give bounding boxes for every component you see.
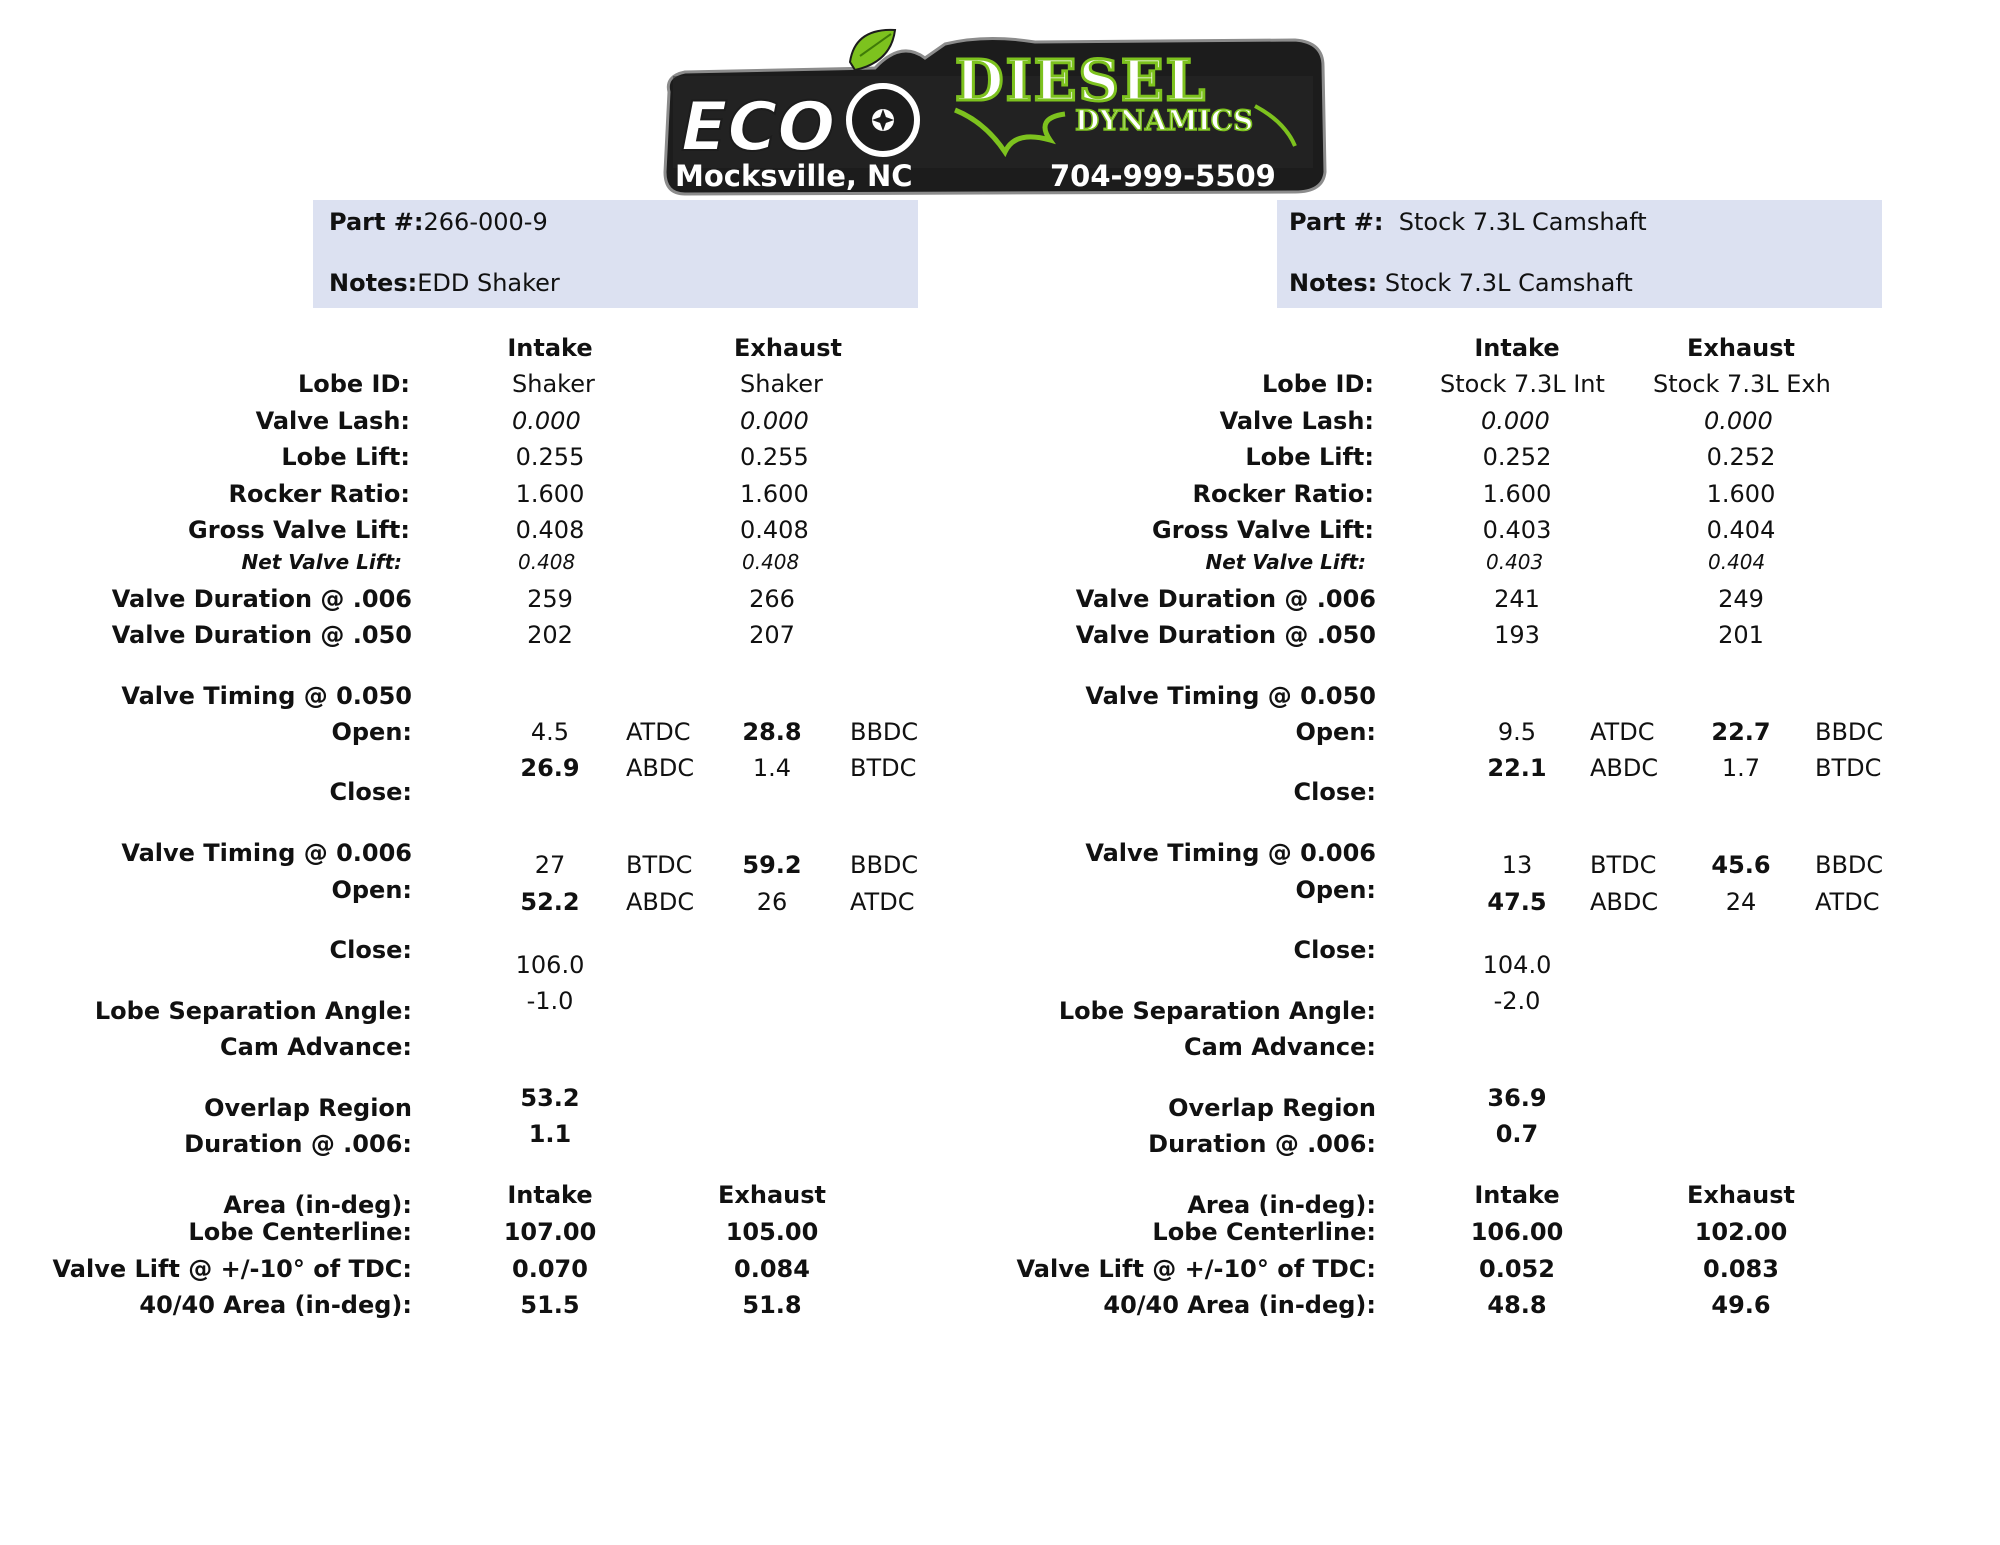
intake-lobe-centerline: 107.00	[503, 1218, 597, 1246]
rocker-ratio-label: Rocker Ratio:	[228, 480, 410, 508]
left-notes-line	[329, 269, 560, 297]
exhaust-header: Exhaust	[1687, 334, 1795, 362]
notes-value: Stock 7.3L Camshaft	[1384, 269, 1633, 297]
bottom-intake-header: Intake	[507, 1181, 593, 1209]
rocker-ratio-label: Rocker Ratio:	[1192, 480, 1374, 508]
intake-area-4040: 51.5	[520, 1291, 580, 1319]
logo-location-text: Mocksville, NC	[675, 159, 913, 193]
exhaust-t050-close: 1.7	[1721, 754, 1761, 782]
bottom-intake-header: Intake	[1474, 1181, 1560, 1209]
timing-050-label: Valve Timing @ 0.050	[1085, 682, 1376, 710]
overlap-area-value: 1.1	[528, 1120, 572, 1148]
intake-t006-close-ref: ABDC	[626, 888, 695, 916]
lobe-id-label: Lobe ID:	[297, 370, 410, 398]
exhaust-t006-open-ref: BBDC	[850, 851, 919, 879]
overlap-duration-value: 36.9	[1487, 1084, 1547, 1112]
intake-lobe-id: Stock 7.3L Int	[1440, 370, 1605, 398]
exhaust-area-4040: 51.8	[742, 1291, 802, 1319]
intake-duration-050: 193	[1494, 621, 1540, 649]
gross-valve-lift-label: Gross Valve Lift:	[1152, 516, 1374, 544]
intake-gross-valve-lift: 0.403	[1482, 516, 1552, 544]
intake-t050-close: 22.1	[1487, 754, 1547, 782]
exhaust-rocker-ratio: 1.600	[740, 480, 809, 508]
timing-050-open-label: Open:	[1295, 718, 1376, 746]
exhaust-valve-lash: 0.000	[740, 407, 809, 435]
valve-lift-tdc-label: Valve Lift @ +/-10° of TDC:	[1016, 1255, 1376, 1283]
intake-lobe-id: Shaker	[512, 370, 595, 398]
exhaust-t006-close-ref: ATDC	[1815, 888, 1880, 916]
duration-006-label: Valve Duration @ .006	[1075, 585, 1376, 613]
area-4040-label: 40/40 Area (in-deg):	[139, 1291, 412, 1319]
part-label: Part #:	[1289, 208, 1384, 236]
intake-duration-006: 241	[1494, 585, 1540, 613]
duration-050-label: Valve Duration @ .050	[111, 621, 412, 649]
bottom-exhaust-header: Exhaust	[1687, 1181, 1795, 1209]
right-part-line	[1289, 208, 1647, 236]
timing-050-open-label: Open:	[331, 718, 412, 746]
exhaust-valve-lift-tdc: 0.083	[1703, 1255, 1779, 1283]
exhaust-lobe-id: Shaker	[740, 370, 823, 398]
exhaust-net-valve-lift: 0.404	[1708, 550, 1766, 574]
net-valve-lift-label: Net Valve Lift:	[241, 550, 402, 574]
intake-valve-lift-tdc: 0.052	[1479, 1255, 1555, 1283]
timing-050-label: Valve Timing @ 0.050	[121, 682, 412, 710]
exhaust-t006-close: 26	[756, 888, 788, 916]
valve-lash-label: Valve Lash:	[1219, 407, 1374, 435]
timing-006-label: Valve Timing @ 0.006	[121, 839, 412, 867]
intake-net-valve-lift: 0.403	[1486, 550, 1544, 574]
exhaust-lobe-id: Stock 7.3L Exh	[1653, 370, 1831, 398]
intake-t050-open: 9.5	[1497, 718, 1537, 746]
overlap-area-value: 0.7	[1495, 1120, 1539, 1148]
right-info-box	[1277, 200, 1882, 308]
exhaust-duration-006: 249	[1718, 585, 1764, 613]
duration-050-label: Valve Duration @ .050	[1075, 621, 1376, 649]
intake-lobe-lift: 0.255	[515, 443, 585, 471]
intake-t050-open-ref: ATDC	[1590, 718, 1655, 746]
timing-006-close-label: Close:	[1293, 936, 1376, 964]
area-label: Area (in-deg):	[1187, 1191, 1376, 1219]
intake-header: Intake	[1474, 334, 1560, 362]
logo-diesel-text: DIESEL	[955, 48, 1207, 114]
intake-duration-050: 202	[527, 621, 573, 649]
exhaust-t050-open: 22.7	[1711, 718, 1771, 746]
duration-006-label: Valve Duration @ .006	[111, 585, 412, 613]
intake-t006-open: 27	[534, 851, 566, 879]
exhaust-valve-lash: 0.000	[1704, 407, 1773, 435]
exhaust-header: Exhaust	[734, 334, 842, 362]
intake-t006-close-ref: ABDC	[1590, 888, 1659, 916]
lsa-label: Lobe Separation Angle:	[1058, 997, 1376, 1025]
exhaust-net-valve-lift: 0.408	[742, 550, 800, 574]
exhaust-t050-close-ref: BTDC	[1815, 754, 1882, 782]
overlap-region-label: Overlap Region	[1168, 1094, 1376, 1122]
exhaust-duration-050: 207	[749, 621, 795, 649]
intake-t006-open-ref: BTDC	[1590, 851, 1657, 879]
valve-lash-label: Valve Lash:	[255, 407, 410, 435]
intake-net-valve-lift: 0.408	[518, 550, 576, 574]
bottom-exhaust-header: Exhaust	[718, 1181, 826, 1209]
cam-advance-value: -1.0	[526, 987, 574, 1015]
intake-rocker-ratio: 1.600	[1482, 480, 1552, 508]
timing-006-open-label: Open:	[1295, 876, 1376, 904]
overlap-duration-label: Duration @ .006:	[184, 1130, 412, 1158]
intake-t006-open: 13	[1501, 851, 1533, 879]
exhaust-valve-lift-tdc: 0.084	[734, 1255, 810, 1283]
exhaust-t006-open: 59.2	[742, 851, 802, 879]
timing-050-close-label: Close:	[1293, 778, 1376, 806]
intake-valve-lash: 0.000	[1481, 407, 1550, 435]
overlap-duration-value: 53.2	[520, 1084, 580, 1112]
exhaust-t050-open-ref: BBDC	[1815, 718, 1884, 746]
intake-t006-close: 52.2	[520, 888, 580, 916]
lobe-lift-label: Lobe Lift:	[281, 443, 410, 471]
intake-area-4040: 48.8	[1487, 1291, 1547, 1319]
intake-valve-lash: 0.000	[512, 407, 581, 435]
exhaust-t006-open: 45.6	[1711, 851, 1771, 879]
exhaust-t006-open-ref: BBDC	[1815, 851, 1884, 879]
exhaust-lobe-centerline: 102.00	[1694, 1218, 1788, 1246]
lsa-value: 104.0	[1482, 951, 1552, 979]
intake-t006-open-ref: BTDC	[626, 851, 693, 879]
intake-t050-open: 4.5	[530, 718, 570, 746]
gross-valve-lift-label: Gross Valve Lift:	[188, 516, 410, 544]
exhaust-gross-valve-lift: 0.408	[740, 516, 809, 544]
timing-006-label: Valve Timing @ 0.006	[1085, 839, 1376, 867]
cam-advance-label: Cam Advance:	[220, 1033, 412, 1061]
exhaust-t050-open-ref: BBDC	[850, 718, 919, 746]
exhaust-t006-close-ref: ATDC	[850, 888, 915, 916]
notes-label: Notes:	[329, 269, 418, 297]
lsa-label: Lobe Separation Angle:	[94, 997, 412, 1025]
intake-lobe-centerline: 106.00	[1470, 1218, 1564, 1246]
timing-006-open-label: Open:	[331, 876, 412, 904]
intake-t050-open-ref: ATDC	[626, 718, 691, 746]
part-value: 266-000-9	[423, 208, 548, 236]
exhaust-t006-close: 24	[1725, 888, 1757, 916]
eco-diesel-dynamics-logo	[655, 22, 1335, 198]
logo-dynamics-text: DYNAMICS	[1075, 104, 1254, 137]
intake-lobe-lift: 0.252	[1482, 443, 1552, 471]
overlap-duration-label: Duration @ .006:	[1148, 1130, 1376, 1158]
timing-050-close-label: Close:	[329, 778, 412, 806]
net-valve-lift-label: Net Valve Lift:	[1205, 550, 1366, 574]
left-info-box	[313, 200, 918, 308]
exhaust-t050-open: 28.8	[742, 718, 802, 746]
intake-duration-006: 259	[527, 585, 573, 613]
cam-advance-value: -2.0	[1493, 987, 1541, 1015]
timing-006-close-label: Close:	[329, 936, 412, 964]
lsa-value: 106.0	[515, 951, 585, 979]
exhaust-duration-050: 201	[1718, 621, 1764, 649]
exhaust-t050-close: 1.4	[752, 754, 792, 782]
valve-lift-tdc-label: Valve Lift @ +/-10° of TDC:	[52, 1255, 412, 1283]
intake-rocker-ratio: 1.600	[515, 480, 585, 508]
logo-eco-text: ECO	[681, 88, 836, 167]
intake-t050-close-ref: ABDC	[1590, 754, 1659, 782]
exhaust-lobe-centerline: 105.00	[725, 1218, 819, 1246]
exhaust-lobe-lift: 0.252	[1706, 443, 1776, 471]
part-label: Part #:	[329, 208, 424, 236]
right-notes-line	[1289, 269, 1633, 297]
notes-value: EDD Shaker	[417, 269, 560, 297]
area-label: Area (in-deg):	[223, 1191, 412, 1219]
exhaust-rocker-ratio: 1.600	[1706, 480, 1776, 508]
notes-label: Notes:	[1289, 269, 1378, 297]
intake-header: Intake	[507, 334, 593, 362]
logo-phone-text: 704-999-5509	[1050, 159, 1276, 193]
intake-t050-close: 26.9	[520, 754, 580, 782]
lobe-centerline-label: Lobe Centerline:	[1152, 1218, 1376, 1246]
exhaust-gross-valve-lift: 0.404	[1706, 516, 1776, 544]
cam-advance-label: Cam Advance:	[1184, 1033, 1376, 1061]
area-4040-label: 40/40 Area (in-deg):	[1103, 1291, 1376, 1319]
overlap-region-label: Overlap Region	[204, 1094, 412, 1122]
lobe-lift-label: Lobe Lift:	[1245, 443, 1374, 471]
left-part-line	[329, 208, 548, 236]
lobe-centerline-label: Lobe Centerline:	[188, 1218, 412, 1246]
intake-t050-close-ref: ABDC	[626, 754, 695, 782]
intake-t006-close: 47.5	[1487, 888, 1547, 916]
exhaust-lobe-lift: 0.255	[740, 443, 809, 471]
exhaust-area-4040: 49.6	[1711, 1291, 1771, 1319]
intake-gross-valve-lift: 0.408	[515, 516, 585, 544]
lobe-id-label: Lobe ID:	[1261, 370, 1374, 398]
exhaust-duration-006: 266	[749, 585, 795, 613]
intake-valve-lift-tdc: 0.070	[512, 1255, 588, 1283]
exhaust-t050-close-ref: BTDC	[850, 754, 917, 782]
part-value: Stock 7.3L Camshaft	[1398, 208, 1647, 236]
